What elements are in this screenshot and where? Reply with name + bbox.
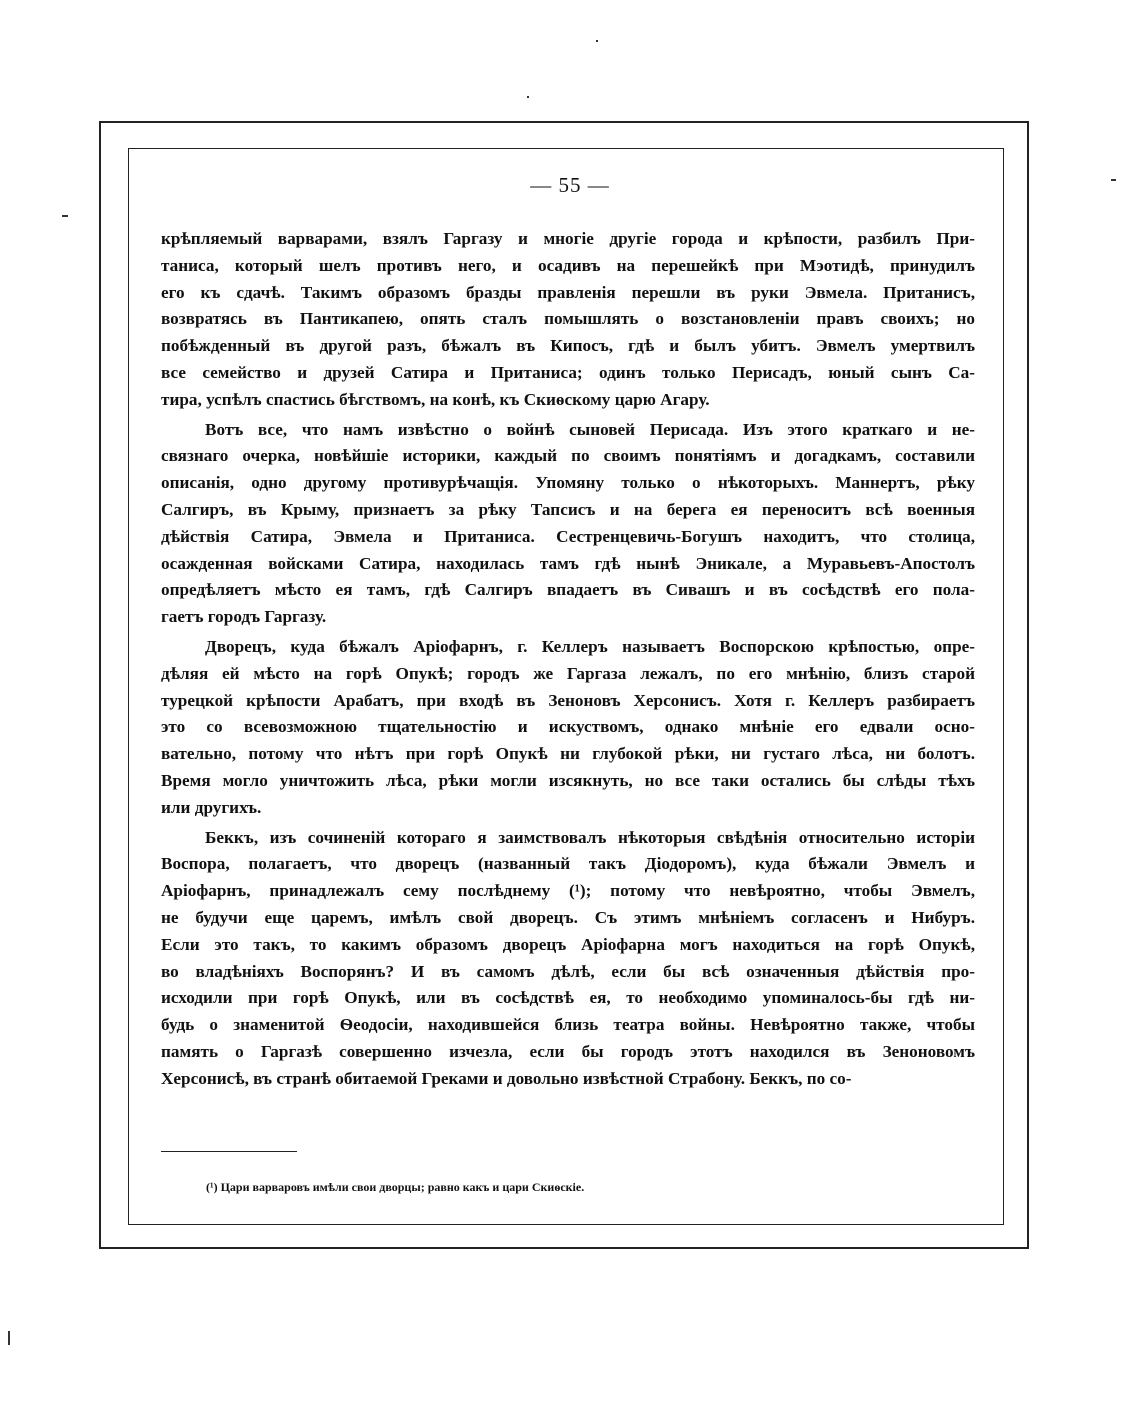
text-line: все семейство и друзей Сатира и Пританиса; одинъ только Перисадъ, юный сынъ Са- <box>161 362 975 382</box>
text-line: будь о знаменитой Ѳеодосіи, находившейся близь театра войны. Невѣроятно также, чтобы <box>161 1015 975 1035</box>
scan-speck <box>1111 179 1116 181</box>
text-line: Беккъ, изъ сочиненій котораго я заимствовалъ нѣкоторыя свѣдѣнія относительно исторіи <box>205 827 975 847</box>
text-line: во владѣніяхъ Воспорянъ? И въ самомъ дѣлѣ, если бы всѣ означенныя дѣйствія про- <box>161 961 975 981</box>
text-line: дѣйствія Сатира, Эвмела и Пританиса. Сестренцевичь-Богушъ находитъ, что столица, <box>161 526 975 546</box>
scan-speck <box>596 40 598 42</box>
text-line: это со всевозможною тщательностію и искуствомъ, однако мнѣніе его едвали осно- <box>161 717 975 737</box>
scan-speck <box>62 215 68 217</box>
text-line: Аріофарнъ, принадлежалъ сему послѣднему (¹); потому что невѣроятно, чтобы Эвмелъ, <box>161 881 975 901</box>
page-number: — 55 — <box>530 173 610 197</box>
text-line: крѣпляемый варварами, взялъ Гаргазу и многіе другіе города и крѣпости, разбилъ При- <box>161 229 975 248</box>
text-line: Время могло уничтожить лѣса, рѣки могли изсякнуть, но все таки остались бы слѣды тѣхъ <box>161 770 975 790</box>
body-text <box>161 226 975 1096</box>
text-line: побѣжденный въ другой разъ, бѣжалъ въ Кипосъ, гдѣ и былъ убитъ. Эвмелъ умертвилъ <box>161 336 975 356</box>
footnote: (¹) Цари варваровъ имѣли свои дворцы; равно какъ и цари Скиѳскіе. <box>206 1180 585 1194</box>
text-line: осажденная войсками Сатира, находилась тамъ гдѣ нынѣ Эникале, а Муравьевъ-Апостолъ <box>161 553 975 573</box>
text-line: память о Гаргазѣ совершенно изчезла, если бы городъ этотъ находился въ Зеноновомъ <box>161 1041 975 1061</box>
text-line: Херсонисѣ, въ странѣ обитаемой Греками и довольно извѣстной Страбону. Беккъ, по со- <box>161 1068 852 1088</box>
text-line: его къ сдачѣ. Такимъ образомъ бразды правленія перешли въ руки Эвмела. Пританисъ, <box>161 282 975 302</box>
paragraph <box>161 634 975 822</box>
text-line: или другихъ. <box>161 797 262 817</box>
text-line: исходили при горѣ Опукѣ, или въ сосѣдствѣ ея, то необходимо упоминалось-бы гдѣ ни- <box>161 988 975 1008</box>
text-line: не будучи еще царемъ, имѣлъ свой дворецъ. Съ этимъ мнѣніемъ согласенъ и Нибуръ. <box>161 907 975 927</box>
text-line: Воспора, полагаетъ, что дворецъ (названный такъ Діодоромъ), куда бѣжали Эвмелъ и <box>161 854 975 874</box>
text-line: турецкой крѣпости Арабатъ, при входѣ въ Зеноновъ Херсонисъ. Хотя г. Келлеръ разбираетъ <box>161 690 975 710</box>
text-line: гаетъ городъ Гаргазу. <box>161 607 327 627</box>
text-line: Салгиръ, въ Крыму, признаетъ за рѣку Тапсисъ и на берега ея переноситъ всѣ военныя <box>161 499 975 519</box>
paragraph <box>161 226 975 414</box>
text-line: описанія, одно другому противурѣчащія. Упомяну только о нѣкоторыхъ. Маннертъ, рѣку <box>161 473 975 493</box>
text-line: таниса, который шелъ противъ него, и осадивъ на перешейкѣ при Мэотидѣ, принудилъ <box>161 255 975 275</box>
paragraph <box>161 417 975 631</box>
text-line: связнаго очерка, новѣйшіе историки, каждый по своимъ понятіямъ и догадкамъ, составили <box>161 446 975 466</box>
paragraph <box>161 825 975 1093</box>
text-line: Дворецъ, куда бѣжалъ Аріофарнъ, г. Келлеръ называетъ Воспорскою крѣпостью, опре- <box>205 636 975 656</box>
text-line: дѣляя ей мѣсто на горѣ Опукѣ; городъ же Гаргаза лежалъ, по его мнѣнію, близъ старой <box>161 663 975 683</box>
text-line: возвратясь въ Пантикапею, опять сталъ помышлять о возстановленіи правъ своихъ; но <box>161 309 975 329</box>
scan-speck <box>527 96 529 98</box>
text-line: тира, успѣлъ спастись бѣгствомъ, на конѣ, къ Скиѳскому царю Агару. <box>161 389 710 409</box>
text-line: Вотъ все, что намъ извѣстно о войнѣ сыновей Перисада. Изъ этого краткаго и не- <box>205 419 975 439</box>
text-line: опредѣляетъ мѣсто ея тамъ, гдѣ Салгиръ впадаетъ въ Сивашъ и въ сосѣдствѣ его пола- <box>161 580 975 600</box>
text-line: вательно, потому что нѣтъ при горѣ Опукѣ ни глубокой рѣки, ни густаго лѣса, ни болотъ. <box>161 744 975 764</box>
scan-speck <box>8 1331 10 1345</box>
text-line: Если это такъ, то какимъ образомъ дворецъ Аріофарна могъ находиться на горѣ Опукѣ, <box>161 934 975 954</box>
footnote-divider <box>161 1151 297 1152</box>
